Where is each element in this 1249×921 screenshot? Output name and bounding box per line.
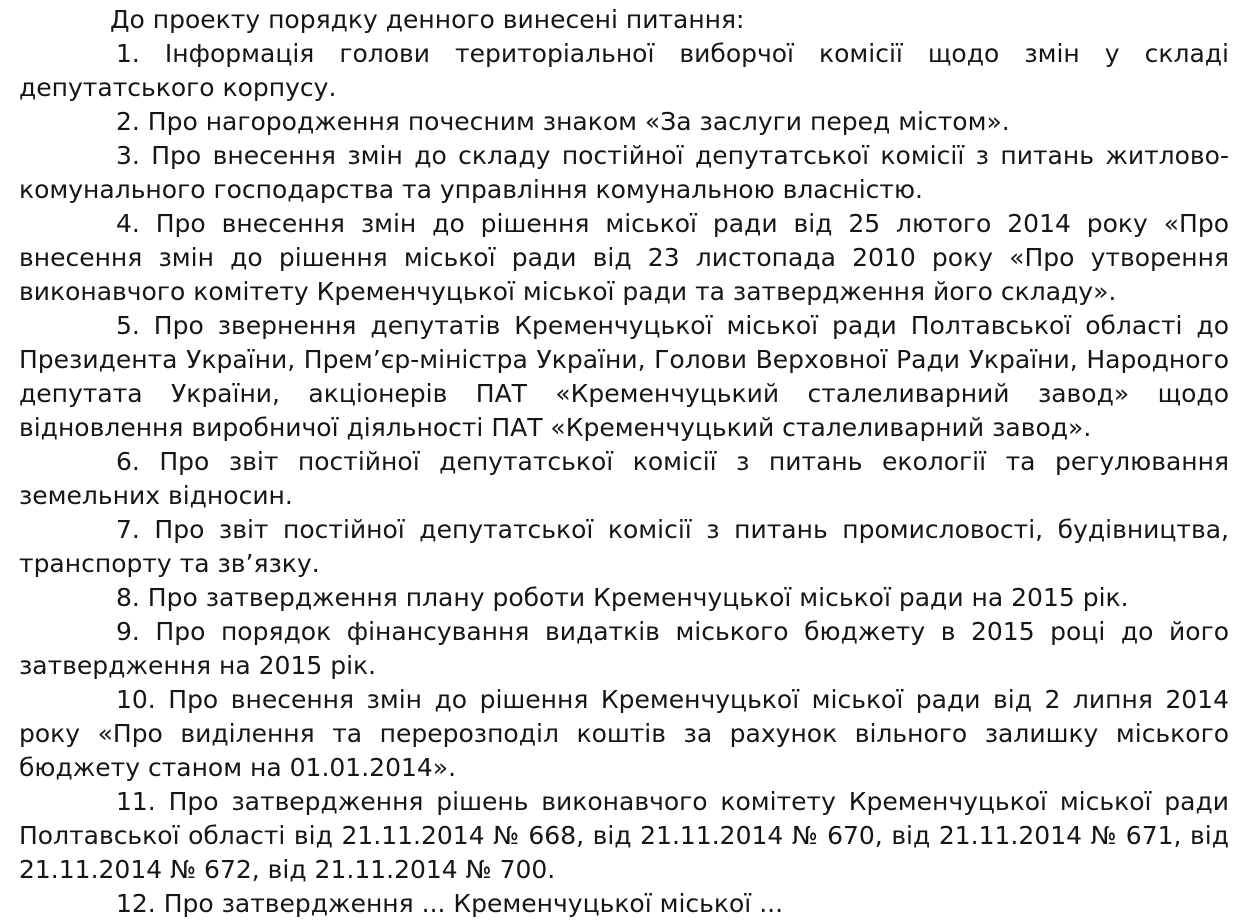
agenda-text — [19, 3, 1229, 921]
agenda-item-10: 10. Про внесення змін до рішення Кременчуцької міської ради від 2 липня 2014 року «Про виділення та перерозподіл коштів за рахунок вільного залишку міського бюджету станом на 01.01.2014». — [19, 685, 1229, 782]
agenda-item-3: 3. Про внесення змін до складу постійної депутатської комісії з питань житлово-комунального господарства та управління комунальною власністю. — [19, 141, 1229, 204]
agenda-item-4: 4. Про внесення змін до рішення міської ради від 25 лютого 2014 року «Про внесення змін до рішення міської ради від 23 листопада 2010 року «Про утворення виконавчого комітету Кременчуцької міської ради та затвердження його складу». — [19, 209, 1229, 306]
agenda-item-9: 9. Про порядок фінансування видатків міського бюджету в 2015 році до його затвердження на 2015 рік. — [19, 617, 1229, 680]
agenda-item-5: 5. Про звернення депутатів Кременчуцької міської ради Полтавської області до Президента України, Прем’єр-міністра України, Голови Верховної Ради України, Народного депутата України, акціонерів ПАТ «Кременчуцький сталеливарний завод» щодо відновлення виробничої діяльності ПАТ «Кременчуцький сталеливарний завод». — [19, 311, 1229, 442]
agenda-item-6: 6. Про звіт постійної депутатської комісії з питань екології та регулювання земельних відносин. — [19, 447, 1229, 510]
agenda-item-2: 2. Про нагородження почесним знаком «За заслуги перед містом». — [116, 107, 1010, 136]
agenda-item-1: 1. Інформація голови територіальної виборчої комісії щодо змін у складі депутатського корпусу. — [19, 39, 1229, 102]
agenda-item-11: 11. Про затвердження рішень виконавчого комітету Кременчуцької міської ради Полтавської області від 21.11.2014 № 668, від 21.11.2014 № 670, від 21.11.2014 № 671, від 21.11.2014 № 672, від 21.11.2014 № 700. — [19, 787, 1229, 884]
agenda-intro: До проекту порядку денного винесені питання: — [110, 5, 745, 34]
agenda-item-7: 7. Про звіт постійної депутатської комісії з питань промисловості, будівництва, транспорту та зв’язку. — [19, 515, 1229, 578]
agenda-item-8: 8. Про затвердження плану роботи Кременчуцької міської ради на 2015 рік. — [116, 583, 1129, 612]
agenda-item-12-cut: 12. Про затвердження ... Кременчуцької міської ... — [116, 889, 784, 918]
